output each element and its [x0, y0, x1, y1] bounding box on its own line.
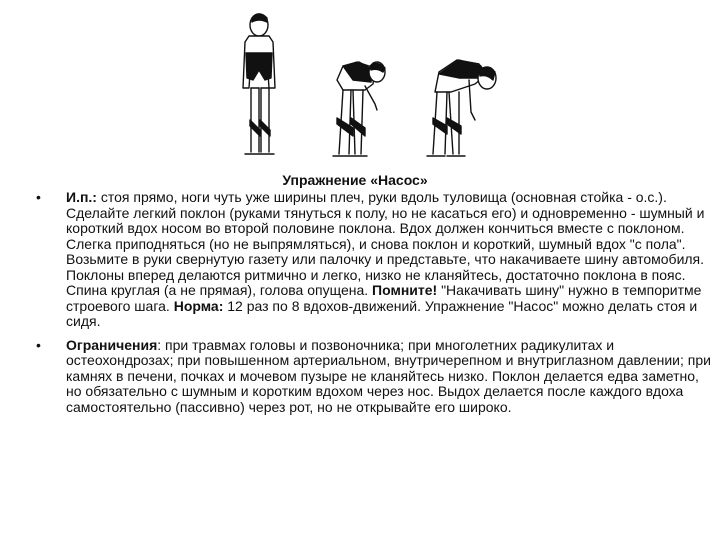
norm-label: Норма:	[173, 297, 224, 314]
list-item-starting-position	[66, 190, 716, 330]
exercise-illustration	[225, 8, 505, 160]
instructions-list	[38, 190, 716, 423]
half-bow-figure	[333, 62, 385, 156]
norm-text: 12 раз по 8 вдохов-движений. Упражнение "Насос" можно делать стоя и сидя.	[66, 297, 698, 329]
starting-position-text: стоя прямо, ноги чуть уже ширины плеч, руки вдоль туловища (основная стойка - о.с.). Сделайте легкий поклон (руками тянуться к полу, но не касаться его) и одновременно - шумный и короткий вдох носом во второй половине поклона. Вдох должен кончиться вместе с поклоном. Слегка приподняться (но не выпрямляться), и снова поклон и короткий, шумный вдох "с пола". Возьмите в руки свернутую газету или палочку и представьте, что накачиваете шину автомобиля. Поклоны вперед делаются ритмично и легко, низко не кланяйтесь, достаточно поклона в пояс. Спина круглая (а не прямая), голова опущена.	[66, 189, 705, 298]
standing-figure	[243, 14, 275, 154]
exercise-title: Упражнение «Насос»	[282, 172, 428, 188]
remember-label: Помните!	[372, 282, 438, 298]
restrictions-text: при травмах головы и позвоночника; при многолетних радикулитах и остеохондрозах; при повышенном артериальном, внутричерепном и внутриглазном давлении; при камнях в печени, почках и мочевом пузыре не кланяйтесь низко. Поклон делается едва заметно, но обязательно с шумным и коротким вдохом через нос. Выдох делается после каждого вдоха самостоятельно (пассивно) через рот, но не открывайте его широко.	[66, 336, 711, 415]
restrictions-label: Ограничения	[66, 336, 158, 353]
remember-text: "Накачивать шину" нужно в темпоритме строевого шага.	[66, 282, 702, 314]
starting-position-label: И.п.:	[66, 189, 97, 205]
restrictions-colon: :	[157, 336, 162, 353]
list-item-restrictions	[66, 338, 716, 416]
full-bow-figure	[427, 60, 496, 156]
